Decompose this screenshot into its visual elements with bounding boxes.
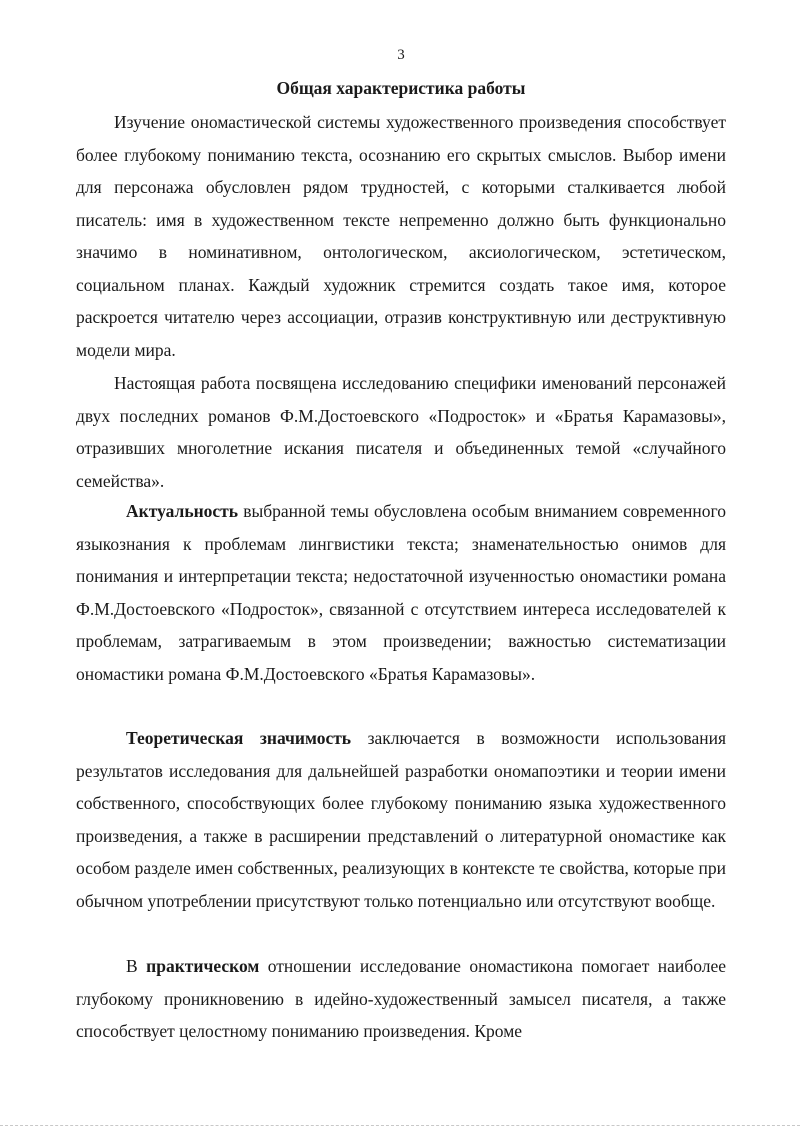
page-number: 3 <box>397 47 405 63</box>
paragraph-practical-significance <box>76 950 726 1048</box>
paragraph-theoretical-significance <box>76 722 726 917</box>
relevance-text: выбранной темы обусловлена особым вниманием современного языкознания к проблемам лингвистики текста; знаменательностью онимов для понимания и интерпретации текста; недостаточной изученностью ономастики романа Ф.М.Достоевского «Подросток», связанной с отсутствием интереса исследователей к проблемам, затрагиваемым в этом произведении; важностью систематизации ономастики романа Ф.М.Достоевского «Братья Карамазовы». <box>76 501 726 684</box>
paragraph-intro: Изучение ономастической системы художественного произведения способствует более глубокому пониманию текста, осознанию его скрытых смыслов. Выбор имени для персонажа обусловлен рядом трудностей, с которыми сталкивается любой писатель: имя в художественном тексте непременно должно быть функционально значимо в номинативном, онтологическом, аксиологическом, эстетическом, социальном планах. Каждый художник стремится создать такое имя, которое раскроется читателю через ассоциации, отразив конструктивную или деструктивную модели мира. <box>76 112 726 360</box>
theoretical-significance-term: Теоретическая значимость <box>126 728 352 748</box>
paragraph-subject: Настоящая работа посвящена исследованию специфики именований персонажей двух последних романов Ф.М.Достоевского «Подросток» и «Братья Карамазовы», отразивших многолетние искания писателя и объединенных темой «случайного семейства». <box>76 373 726 491</box>
section-title: Общая характеристика работы <box>276 78 526 98</box>
scan-edge-divider <box>0 1125 800 1126</box>
paragraph-relevance <box>76 495 726 690</box>
practical-term: практическом <box>146 956 260 976</box>
theoretical-significance-text: заключается в возможности использования результатов исследования для дальнейшей разработки ономапоэтики и теории имени собственного, способствующих более глубокому пониманию языка художественного произведения, а также в расширении представлений о литературной ономастике как особом разделе имен собственных, реализующих в контексте те свойства, которые при обычном употреблении присутствуют только потенциально или отсутствуют вообще. <box>76 728 727 911</box>
relevance-term: Актуальность <box>126 501 239 521</box>
practical-lead: В <box>126 956 147 976</box>
practical-text: отношении исследование ономастикона помогает наиболее глубокому проникновению в идейно-художественный замысел писателя, а также способствует целостному пониманию произведения. Кроме <box>76 956 726 1041</box>
